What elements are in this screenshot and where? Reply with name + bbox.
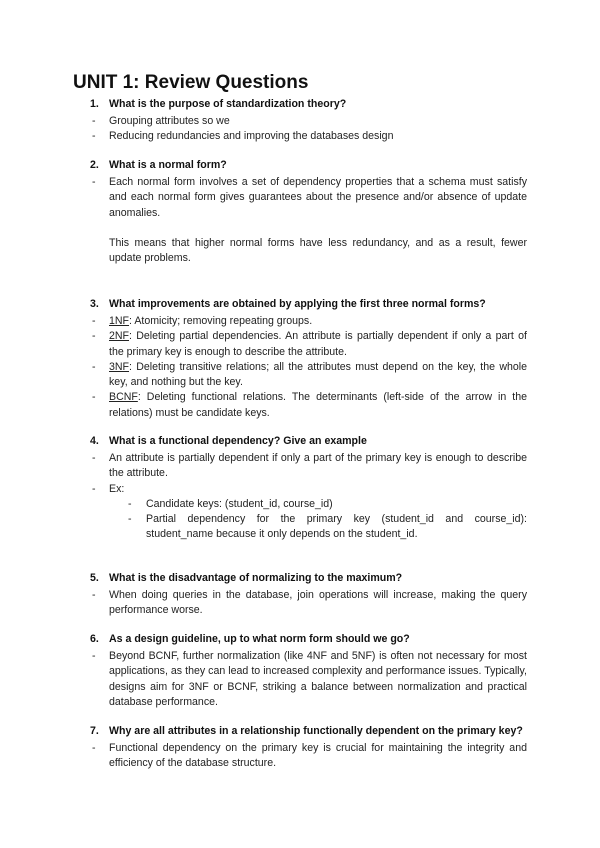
answer-bullet [0, 482, 527, 497]
bullet-dash: - [92, 482, 96, 495]
question-number: 1. [90, 98, 99, 110]
question-number: 5. [90, 572, 99, 584]
term-label: BCNF [109, 391, 138, 404]
question-number: 4. [90, 435, 99, 447]
sub-bullet [0, 497, 527, 512]
answer-bullet [0, 114, 527, 129]
question-number: 6. [90, 633, 99, 645]
question-heading [0, 97, 600, 114]
bullet-text: : Atomicity; removing repeating groups. [129, 315, 313, 327]
question-text: What improvements are obtained by applying the first three normal forms? [109, 298, 486, 310]
bullet-text: Each normal form involves a set of dependency properties that a schema must satisfy and each normal form gives guarantees about the presence and/or absence of update anomalies. [109, 176, 527, 219]
answer-bullet [0, 741, 527, 772]
bullet-text: When doing queries in the database, join operations will increase, making the query performance worse. [109, 589, 527, 617]
bullet-dash: - [92, 452, 96, 464]
question-heading [0, 571, 600, 588]
question-heading [0, 297, 600, 314]
question-heading [0, 434, 600, 451]
term-label: 1NF [109, 315, 130, 327]
bullet-dash: - [128, 513, 132, 526]
question-number: 2. [90, 159, 99, 171]
bullet-dash: - [92, 315, 96, 327]
bullet-text: Candidate keys: (student_id, course_id) [146, 497, 333, 510]
bullet-text: Functional dependency on the primary key is crucial for maintaining the integrity and efficiency of the database structure. [109, 742, 527, 770]
question-6 [0, 632, 600, 710]
question-heading [0, 724, 600, 741]
bullet-text: : Deleting partial dependencies. An attribute is partially dependent if only a part of the primary key is enough to describe the attribute. [109, 330, 527, 358]
bullet-text: : Deleting transitive relations; all the attributes must depend on the key, the whole key, and nothing but the key. [109, 360, 527, 389]
bullet-dash: - [92, 330, 96, 343]
bullet-dash: - [92, 391, 96, 404]
bullet-text: Beyond BCNF, further normalization (like 4NF and 5NF) is often not necessary for most applications, as they can lead to increased complexity and performance issues. Typically, designs aim for 3NF or BCNF, striking a balance between normalization and practical database performance. [109, 650, 527, 708]
question-text: As a design guideline, up to what norm form should we go? [109, 633, 410, 645]
answer-bullet [0, 175, 527, 221]
term-label: 3NF [109, 360, 130, 373]
bullet-text: Ex: [109, 482, 125, 495]
bullet-dash: - [128, 497, 132, 510]
question-number: 7. [90, 725, 99, 737]
bullet-dash: - [92, 176, 96, 188]
question-text: What is a functional dependency? Give an example [109, 435, 367, 447]
bullet-text: An attribute is partially dependent if only a part of the primary key is enough to describe the attribute. [109, 452, 527, 480]
bullet-text: Grouping attributes so we [109, 115, 230, 127]
question-4 [0, 434, 600, 543]
question-heading [0, 158, 600, 175]
answer-bullet [0, 329, 527, 360]
question-heading [0, 632, 600, 649]
answer-bullet [0, 129, 527, 144]
bullet-text: : Deleting functional relations. The determinants (left-side of the arrow in the relations) must be candidate keys. [109, 391, 527, 419]
answer-bullet [0, 588, 527, 619]
answer-bullet [0, 360, 527, 391]
question-text: What is the purpose of standardization theory? [109, 98, 347, 110]
question-1 [0, 97, 600, 145]
question-2 [0, 158, 600, 266]
answer-bullet [0, 390, 527, 421]
answer-bullet [0, 451, 527, 482]
bullet-dash: - [92, 115, 96, 127]
question-number: 3. [90, 298, 99, 310]
sub-bullet [0, 512, 527, 543]
question-3 [0, 297, 600, 421]
question-text: What is a normal form? [109, 159, 227, 171]
question-7 [0, 724, 600, 772]
bullet-dash: - [92, 589, 96, 601]
bullet-text: Reducing redundancies and improving the databases design [109, 130, 394, 143]
answer-bullet [0, 314, 527, 329]
bullet-dash: - [92, 360, 96, 373]
answer-bullet [0, 649, 527, 710]
bullet-dash: - [92, 650, 96, 662]
question-text: What is the disadvantage of normalizing to the maximum? [109, 572, 403, 584]
term-label: 2NF [109, 330, 130, 343]
question-text: Why are all attributes in a relationship functionally dependent on the primary key? [109, 725, 523, 737]
bullet-text: Partial dependency for the primary key (student_id and course_id): student_name because it only depends on the student_id. [146, 513, 527, 541]
question-5 [0, 571, 600, 619]
page-title: UNIT 1: Review Questions [73, 72, 309, 93]
answer-paragraph: This means that higher normal forms have less redundancy, and as a result, fewer update problems. [109, 236, 527, 265]
bullet-dash: - [92, 130, 96, 143]
bullet-dash: - [92, 742, 96, 754]
